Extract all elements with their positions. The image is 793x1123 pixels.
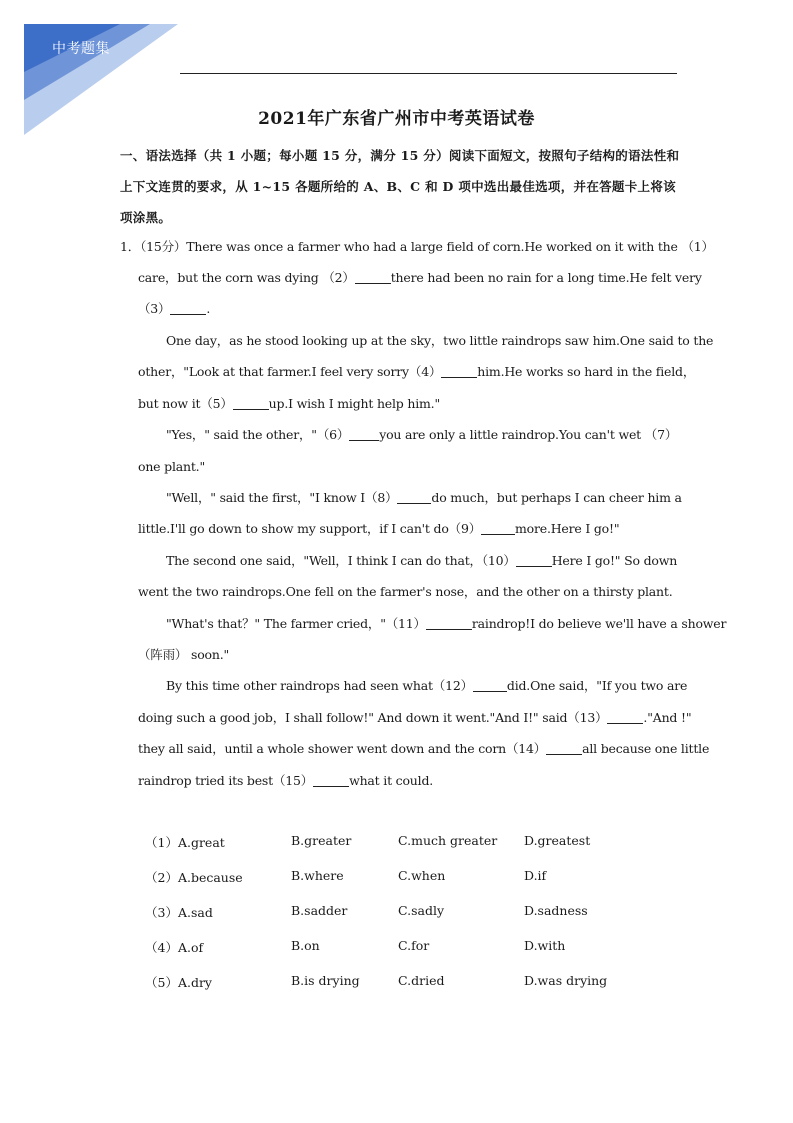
answer-blank-2: [355, 269, 391, 284]
option-b[interactable]: B.where: [291, 868, 344, 883]
page-title: 2021年广东省广州市中考英语试卷: [258, 109, 535, 129]
passage-line: "Yes，" said the other，"（6） you are only a little raindrop.You can't wet （7）: [166, 427, 678, 442]
option-a[interactable]: （2）A.because: [145, 870, 243, 885]
answer-blank-15: [313, 772, 349, 787]
section-instructions: 一、语法选择（共 1 小题；每小题 15 分，满分 15 分）阅读下面短文，按照句子结构的语法性和上下文连贯的要求，从 1~15 各题所给的 A、B、C 和 D 项中选出最佳选项，并在答题卡上将该项涂黑。: [120, 148, 680, 225]
option-d[interactable]: D.sadness: [524, 903, 588, 918]
option-b[interactable]: B.on: [291, 938, 320, 953]
answer-blank-5: [233, 395, 269, 410]
option-d[interactable]: D.with: [524, 938, 566, 953]
answer-blank-13: [607, 709, 643, 724]
passage-line: "What's that？" The farmer cried，"（11） raindrop!I do believe we'll have a shower: [166, 616, 727, 631]
answer-blank-3: [170, 300, 206, 315]
answer-blank-6: [349, 426, 379, 441]
option-d[interactable]: D.greatest: [524, 833, 591, 848]
corner-label: 中考题集: [52, 41, 110, 57]
option-c[interactable]: C.for: [398, 938, 430, 953]
passage-line: other，"Look at that farmer.I feel very sorry（4） him.He works so hard in the field，: [138, 364, 696, 379]
option-a[interactable]: （1）A.great: [145, 835, 225, 850]
question-number: 1．: [120, 239, 141, 254]
passage-line: "Well，" said the first，"I know I（8） do much，but perhaps I can cheer him a: [166, 490, 682, 505]
passage-line: one plant.": [138, 459, 205, 474]
option-b[interactable]: B.is drying: [291, 973, 360, 988]
answer-blank-14: [546, 740, 582, 755]
option-c[interactable]: C.much greater: [398, 833, 498, 848]
answer-blank-11: [426, 615, 472, 630]
passage-line: raindrop tried its best（15） what it could.: [138, 773, 434, 788]
header-rule: [180, 73, 677, 74]
answer-blank-4: [441, 363, 477, 378]
option-a[interactable]: （5）A.dry: [145, 975, 212, 990]
answer-blank-8: [397, 489, 431, 504]
option-a[interactable]: （3）A.sad: [145, 905, 213, 920]
option-c[interactable]: C.sadly: [398, 903, 445, 918]
passage-line: （3） .: [138, 301, 211, 316]
answer-blank-12: [473, 677, 507, 692]
passage-line: The second one said，"Well，I think I can do that，（10） Here I go!" So down: [166, 553, 678, 568]
passage-line: 1．（15分）There was once a farmer who had a large field of corn.He worked on it with the （1）: [120, 239, 714, 254]
option-c[interactable]: C.when: [398, 868, 446, 883]
passage-line: By this time other raindrops had seen what（12） did.One said，"If you two are: [166, 678, 688, 693]
passage-line: One day，as he stood looking up at the sky，two little raindrops saw him.One said to the: [166, 333, 714, 348]
option-d[interactable]: D.if: [524, 868, 547, 883]
option-a[interactable]: （4）A.of: [145, 940, 204, 955]
passage-line: （阵雨） soon.": [138, 647, 230, 662]
option-d[interactable]: D.was drying: [524, 973, 608, 988]
option-b[interactable]: B.sadder: [291, 903, 348, 918]
passage-line: but now it（5） up.I wish I might help him.": [138, 396, 441, 411]
passage-line: doing such a good job，I shall follow!" And down it went."And I!" said（13） ."And !": [138, 710, 692, 725]
passage-line: little.I'll go down to show my support，if I can't do（9） more.Here I go!": [138, 521, 620, 536]
passage-line: care，but the corn was dying （2） there had been no rain for a long time.He felt very: [138, 270, 702, 285]
passage-line: they all said，until a whole shower went down and the corn（14） all because one little: [138, 741, 710, 756]
passage-line: went the two raindrops.One fell on the farmer's nose，and the other on a thirsty plant.: [138, 584, 673, 599]
option-b[interactable]: B.greater: [291, 833, 352, 848]
answer-blank-9: [481, 520, 515, 535]
option-c[interactable]: C.dried: [398, 973, 445, 988]
answer-blank-10: [516, 552, 552, 567]
